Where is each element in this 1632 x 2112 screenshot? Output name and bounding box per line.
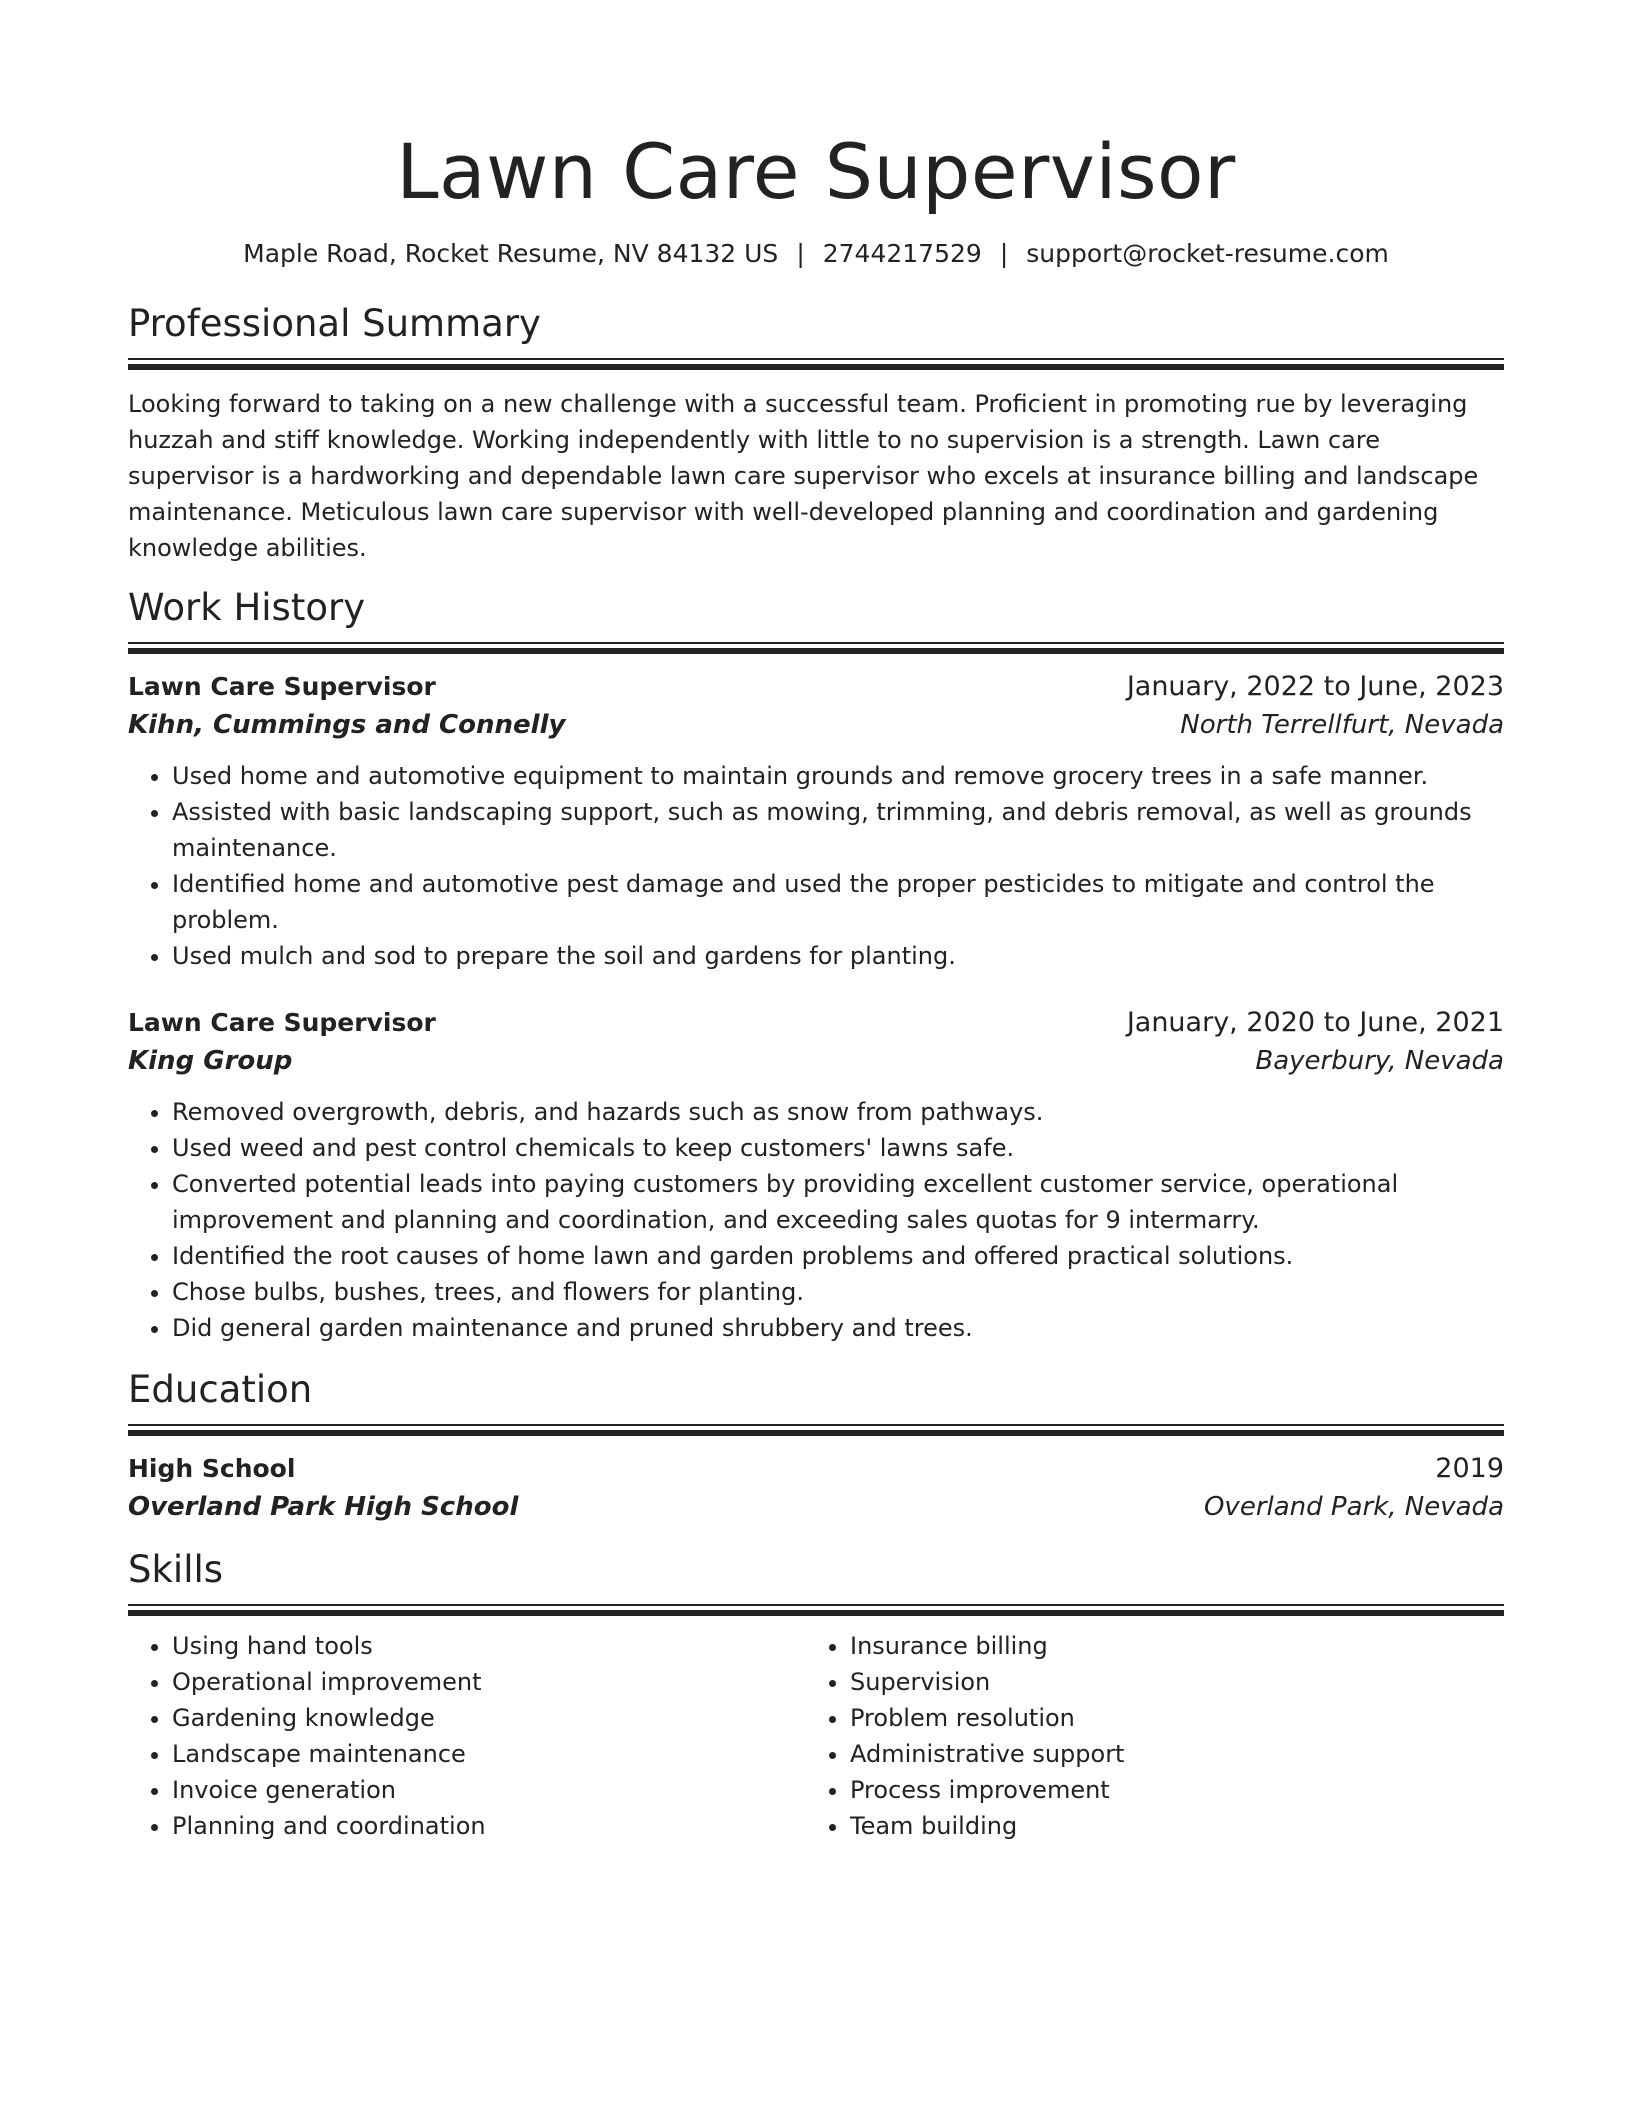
- skill-item: • Operational improvement: [172, 1664, 806, 1700]
- list-item: • Did general garden maintenance and pruned shrubbery and trees.: [172, 1310, 1504, 1346]
- job-dates: January, 2020 to June, 2021: [1126, 1007, 1504, 1038]
- contact-separator: |: [999, 239, 1009, 268]
- job-bullets: [128, 1094, 1504, 1346]
- job-company: Kihn, Cummings and Connelly: [128, 710, 566, 740]
- list-item: • Used mulch and sod to prepare the soil and gardens for planting.: [172, 938, 1504, 974]
- work-section: [128, 586, 1504, 1346]
- education-section: [128, 1368, 1504, 1526]
- education-location: Overland Park, Nevada: [1203, 1492, 1504, 1522]
- education-school: Overland Park High School: [128, 1492, 519, 1522]
- contact-email[interactable]: support@rocket-resume.com: [1026, 239, 1389, 268]
- skill-item: • Administrative support: [850, 1736, 1484, 1772]
- resume-name: Lawn Care Supervisor: [396, 127, 1236, 216]
- skill-item: • Process improvement: [850, 1772, 1484, 1808]
- list-item: • Used weed and pest control chemicals to keep customers' lawns safe.: [172, 1130, 1504, 1166]
- section-divider: [128, 358, 1504, 370]
- skills-list-right: [806, 1628, 1484, 1844]
- job-title: Lawn Care Supervisor: [128, 672, 436, 701]
- section-divider: [128, 642, 1504, 654]
- job-dates: January, 2022 to June, 2023: [1126, 671, 1504, 702]
- section-divider: [128, 1424, 1504, 1436]
- skill-item: • Insurance billing: [850, 1628, 1484, 1664]
- summary-text: Looking forward to taking on a new challenge with a successful team. Proficient in promoting rue by leveraging huzzah and stiff knowledge. Working independently with little to no supervision is a strength. Lawn care supervisor is a hardworking and dependable lawn care supervisor who excels at insurance billing and landscape maintenance. Meticulous lawn care supervisor with well-developed planning and coordination and gardening knowledge abilities.: [128, 390, 1479, 562]
- job-title: Lawn Care Supervisor: [128, 1008, 436, 1037]
- skills-list-left: [128, 1628, 806, 1844]
- skill-item: • Team building: [850, 1808, 1484, 1844]
- section-divider: [128, 1604, 1504, 1616]
- education-degree: High School: [128, 1454, 296, 1483]
- job-location: Bayerbury, Nevada: [1255, 1046, 1504, 1076]
- job-company: King Group: [128, 1046, 293, 1076]
- skill-item: • Planning and coordination: [172, 1808, 806, 1844]
- education-year: 2019: [1435, 1453, 1504, 1484]
- job-location: North Terrellfurt, Nevada: [1180, 710, 1504, 740]
- contact-phone: 2744217529: [822, 239, 982, 268]
- section-heading-summary: Professional Summary: [128, 302, 541, 345]
- skill-item: • Problem resolution: [850, 1700, 1484, 1736]
- skill-item: • Supervision: [850, 1664, 1484, 1700]
- summary-section: [128, 302, 1504, 566]
- list-item: • Chose bulbs, bushes, trees, and flowers for planting.: [172, 1274, 1504, 1310]
- job-entry: [128, 1004, 1504, 1346]
- list-item: • Used home and automotive equipment to maintain grounds and remove grocery trees in a safe manner.: [172, 758, 1504, 794]
- skill-item: • Using hand tools: [172, 1628, 806, 1664]
- section-heading-education: Education: [128, 1368, 313, 1411]
- skills-columns: [128, 1628, 1504, 1844]
- list-item: • Assisted with basic landscaping support, such as mowing, trimming, and debris removal, as well as grounds maintenance.: [172, 794, 1504, 866]
- contact-address: Maple Road, Rocket Resume, NV 84132 US: [243, 239, 779, 268]
- section-heading-skills: Skills: [128, 1548, 224, 1591]
- job-bullets: [128, 758, 1504, 974]
- skill-item: • Landscape maintenance: [172, 1736, 806, 1772]
- skill-item: • Invoice generation: [172, 1772, 806, 1808]
- skills-section: [128, 1548, 1504, 1844]
- contact-separator: |: [796, 239, 805, 268]
- skill-item: • Gardening knowledge: [172, 1700, 806, 1736]
- education-entry: [128, 1450, 1504, 1526]
- job-entry: [128, 668, 1504, 974]
- list-item: • Converted potential leads into paying customers by providing excellent customer service, operational improvement and planning and coordination, and exceeding sales quotas for 9 intermarry.: [172, 1166, 1504, 1238]
- list-item: • Identified the root causes of home lawn and garden problems and offered practical solutions.: [172, 1238, 1504, 1274]
- resume-page: [128, 0, 1504, 1844]
- list-item: • Removed overgrowth, debris, and hazards such as snow from pathways.: [172, 1094, 1504, 1130]
- list-item: • Identified home and automotive pest damage and used the proper pesticides to mitigate and control the problem.: [172, 866, 1504, 938]
- contact-line: [128, 238, 1504, 270]
- section-heading-work: Work History: [128, 586, 366, 629]
